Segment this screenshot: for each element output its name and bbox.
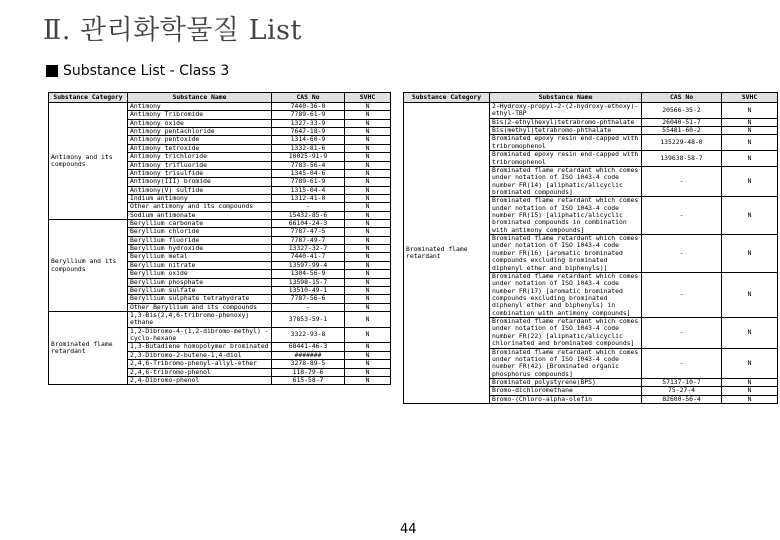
svhc-cell: N: [345, 161, 391, 169]
left-substance-table: [48, 92, 391, 385]
cas-no-cell: -: [642, 166, 722, 196]
cas-no-cell: 139638-58-7: [642, 151, 722, 167]
substance-name-cell: Brominated flame retardant which comes under notation of ISO 1043-4 code number FR(17) [aromatic brominated compounds excluding brominated diphenyl ether and biphenyls) in combination with antimony compounds]: [490, 272, 642, 317]
svhc-cell: N: [345, 261, 391, 269]
substance-name-cell: 1,3-Butadiene homopolymer brominated: [128, 343, 272, 351]
cas-no-cell: 13510-49-1: [272, 286, 345, 294]
svhc-cell: N: [345, 360, 391, 368]
subtitle-text: Substance List - Class 3: [63, 63, 230, 79]
svhc-cell: N: [345, 111, 391, 119]
substance-name-cell: Beryllium nitrate: [128, 261, 272, 269]
right-substance-table: [403, 92, 778, 404]
category-cell: Brominated flame retardant: [49, 311, 128, 384]
substance-name-cell: Antimony: [128, 103, 272, 111]
substance-name-cell: 2,4,6-tribromo-phenol: [128, 368, 272, 376]
svhc-cell: N: [722, 135, 778, 151]
cas-no-cell: 75-27-4: [642, 387, 722, 395]
table-row: [49, 103, 391, 111]
header-substance-name: Substance Name: [128, 93, 272, 103]
page-title: Ⅱ. 관리화학물질 List: [43, 15, 302, 46]
cas-no-cell: 7440-41-7: [272, 253, 345, 261]
svhc-cell: N: [722, 387, 778, 395]
cas-no-cell: 3322-93-8: [272, 327, 345, 343]
svhc-cell: N: [345, 303, 391, 311]
svhc-cell: N: [345, 343, 391, 351]
svhc-cell: N: [345, 327, 391, 343]
svhc-cell: N: [345, 119, 391, 127]
cas-no-cell: -: [642, 318, 722, 348]
category-cell: Beryllium and its compounds: [49, 220, 128, 312]
substance-name-cell: Bromo-(Chloro-alpha-olefin: [490, 395, 642, 403]
page-number: 44: [400, 522, 417, 537]
substance-name-cell: Brominated flame retardant which comes under notation of ISO 1043-4 code number FR(42) [Brominated organic phosphorus compounds]: [490, 348, 642, 378]
substance-name-cell: Brominated flame retardant which comes under notation of ISO 1043-4 code number FR(15) [aliphatic/alicyclic brominated compounds in combination with antimony compounds]: [490, 197, 642, 235]
cas-no-cell: -: [642, 197, 722, 235]
substance-name-cell: Beryllium chloride: [128, 228, 272, 236]
substance-name-cell: Antimony(III) bromide: [128, 178, 272, 186]
cas-no-cell: -: [642, 348, 722, 378]
svhc-cell: N: [345, 311, 391, 327]
cas-no-cell: 1304-56-9: [272, 270, 345, 278]
cas-no-cell: 7787-47-5: [272, 228, 345, 236]
cas-no-cell: -: [272, 303, 345, 311]
substance-name-cell: Antimony tetroxide: [128, 144, 272, 152]
svhc-cell: N: [722, 272, 778, 317]
substance-name-cell: Antimony pentachloride: [128, 128, 272, 136]
substance-name-cell: Antimony Tribromide: [128, 111, 272, 119]
substance-name-cell: 2-Hydroxy-propyl-2-(2-hydroxy-ethoxy)-ethyl-TBP: [490, 103, 642, 119]
substance-name-cell: Beryllium carbonate: [128, 220, 272, 228]
substance-name-cell: Bromo-dichloromethane: [490, 387, 642, 395]
svhc-cell: N: [722, 235, 778, 273]
table-row: [49, 220, 391, 228]
cas-no-cell: 55481-60-2: [642, 127, 722, 135]
substance-name-cell: Brominated polystyrene(BPS): [490, 378, 642, 386]
cas-no-cell: -: [642, 272, 722, 317]
table-row: [49, 311, 391, 327]
cas-no-cell: 37853-59-1: [272, 311, 345, 327]
svhc-cell: N: [345, 376, 391, 384]
cas-no-cell: -: [272, 203, 345, 211]
svhc-cell: N: [345, 144, 391, 152]
svhc-cell: N: [345, 228, 391, 236]
substance-name-cell: Beryllium hydroxide: [128, 245, 272, 253]
cas-no-cell: 7787-56-6: [272, 295, 345, 303]
svhc-cell: N: [345, 169, 391, 177]
substance-name-cell: Beryllium phosphate: [128, 278, 272, 286]
square-bullet-icon: [46, 65, 58, 77]
svhc-cell: N: [722, 197, 778, 235]
cas-no-cell: 615-58-7: [272, 376, 345, 384]
svhc-cell: N: [722, 395, 778, 403]
table-header-row: [49, 93, 391, 103]
header-category: Substance Category: [49, 93, 128, 103]
header-cas-no: CAS No: [642, 93, 722, 103]
substance-name-cell: Brominated flame retardant which comes under notation of ISO 1043-4 code number FR(22) [aliphatic/alicyclic chlorinated and brominated compounds]: [490, 318, 642, 348]
header-substance-name: Substance Name: [490, 93, 642, 103]
svhc-cell: N: [345, 351, 391, 359]
substance-name-cell: 1,3-Bis(2,4,6-tribromo-phenoxy) ethane: [128, 311, 272, 327]
category-cell: Antimony and its compounds: [49, 103, 128, 220]
svhc-cell: N: [345, 203, 391, 211]
section-subtitle: [46, 63, 229, 79]
svhc-cell: N: [345, 295, 391, 303]
substance-name-cell: Beryllium metal: [128, 253, 272, 261]
cas-no-cell: 66104-24-3: [272, 220, 345, 228]
cas-no-cell: 13327-32-7: [272, 245, 345, 253]
cas-no-cell: 7787-49-7: [272, 236, 345, 244]
substance-name-cell: Antimony oxide: [128, 119, 272, 127]
cas-no-cell: 10025-91-9: [272, 153, 345, 161]
svhc-cell: N: [722, 166, 778, 196]
substance-name-cell: Sodium antimonate: [128, 211, 272, 219]
substance-name-cell: Antimony pentoxide: [128, 136, 272, 144]
svhc-cell: N: [345, 278, 391, 286]
svhc-cell: N: [345, 136, 391, 144]
substance-name-cell: Beryllium oxide: [128, 270, 272, 278]
header-svhc: SVHC: [722, 93, 778, 103]
category-cell: Brominated flame retardant: [404, 103, 490, 404]
svhc-cell: N: [722, 103, 778, 119]
svhc-cell: N: [345, 128, 391, 136]
substance-name-cell: 2,4-Dibromo-phenol: [128, 376, 272, 384]
header-category: Substance Category: [404, 93, 490, 103]
svhc-cell: N: [345, 103, 391, 111]
svhc-cell: N: [345, 211, 391, 219]
cas-no-cell: 1345-04-6: [272, 169, 345, 177]
svhc-cell: N: [345, 153, 391, 161]
substance-name-cell: Brominated epoxy resin end-capped with tribromophenol: [490, 135, 642, 151]
header-svhc: SVHC: [345, 93, 391, 103]
substance-name-cell: Bis(methyl)tetrabromo-phthalate: [490, 127, 642, 135]
substance-name-cell: Bis(2-ethylhexyl)tetrabromo-phthalate: [490, 118, 642, 126]
svhc-cell: N: [722, 318, 778, 348]
substance-name-cell: 2,3-Dibromo-2-butene-1,4-diol: [128, 351, 272, 359]
substance-name-cell: Indium antimony: [128, 194, 272, 202]
table-header-row: [404, 93, 778, 103]
header-cas-no: CAS No: [272, 93, 345, 103]
cas-no-cell: 57137-10-7: [642, 378, 722, 386]
substance-name-cell: Brominated epoxy resin end-capped with tribromophenol: [490, 151, 642, 167]
svhc-cell: N: [722, 118, 778, 126]
cas-no-cell: 135229-48-0: [642, 135, 722, 151]
svhc-cell: N: [345, 186, 391, 194]
substance-name-cell: Beryllium sulphate tetrahydrate: [128, 295, 272, 303]
cas-no-cell: 3278-89-5: [272, 360, 345, 368]
cas-no-cell: 13597-99-4: [272, 261, 345, 269]
cas-no-cell: 26040-51-7: [642, 118, 722, 126]
svhc-cell: N: [345, 220, 391, 228]
svhc-cell: N: [345, 194, 391, 202]
svhc-cell: N: [345, 286, 391, 294]
cas-no-cell: 7783-56-4: [272, 161, 345, 169]
substance-name-cell: 1,2-Dibromo-4-(1,2-dibromo-methyl) -cyclo-hexane: [128, 327, 272, 343]
cas-no-cell: 7647-18-9: [272, 128, 345, 136]
cas-no-cell: 15432-85-6: [272, 211, 345, 219]
svhc-cell: N: [722, 151, 778, 167]
substance-name-cell: Brominated flame retardant which comes under notation of ISO 1043-4 code number FR(16) [aromatic brominated compounds excluding brominated diphenyl ether and biphenyls)]: [490, 235, 642, 273]
svhc-cell: N: [345, 368, 391, 376]
svhc-cell: N: [722, 378, 778, 386]
svhc-cell: N: [345, 245, 391, 253]
substance-name-cell: Antimony trifluoride: [128, 161, 272, 169]
svhc-cell: N: [722, 127, 778, 135]
cas-no-cell: 20566-35-2: [642, 103, 722, 119]
cas-no-cell: 13598-15-7: [272, 278, 345, 286]
cas-no-cell: 1312-41-0: [272, 194, 345, 202]
cas-no-cell: 1314-60-9: [272, 136, 345, 144]
cas-no-cell: 82600-56-4: [642, 395, 722, 403]
cas-no-cell: -: [642, 235, 722, 273]
cas-no-cell: 118-79-6: [272, 368, 345, 376]
table-row: [404, 103, 778, 119]
svhc-cell: N: [345, 236, 391, 244]
svhc-cell: N: [345, 253, 391, 261]
substance-name-cell: Beryllium sulfate: [128, 286, 272, 294]
svhc-cell: N: [722, 348, 778, 378]
substance-name-cell: Antimony trichloride: [128, 153, 272, 161]
substance-name-cell: Antimony(V) sulfide: [128, 186, 272, 194]
substance-name-cell: Beryllium fluoride: [128, 236, 272, 244]
cas-no-cell: 68441-46-3: [272, 343, 345, 351]
substance-name-cell: 2,4,6-Tribromo-phenyl-allyl-ether: [128, 360, 272, 368]
substance-name-cell: Other antimony and its compounds: [128, 203, 272, 211]
svhc-cell: N: [345, 270, 391, 278]
cas-no-cell: 1315-04-4: [272, 186, 345, 194]
substance-name-cell: Other Beryllium and its compounds: [128, 303, 272, 311]
svhc-cell: N: [345, 178, 391, 186]
cas-no-cell: 1327-33-9: [272, 119, 345, 127]
cas-no-cell: 7789-61-9: [272, 111, 345, 119]
cas-no-cell: 7440-36-0: [272, 103, 345, 111]
cas-no-cell: 1332-81-6: [272, 144, 345, 152]
substance-name-cell: Antimony trisulfide: [128, 169, 272, 177]
cas-no-cell: 7789-61-9: [272, 178, 345, 186]
cas-no-cell: #######: [272, 351, 345, 359]
substance-name-cell: Brominated flame retardant which comes under notation of ISO 1043-4 code number FR(14) [aliphatic/alicyclic brominated compounds]: [490, 166, 642, 196]
